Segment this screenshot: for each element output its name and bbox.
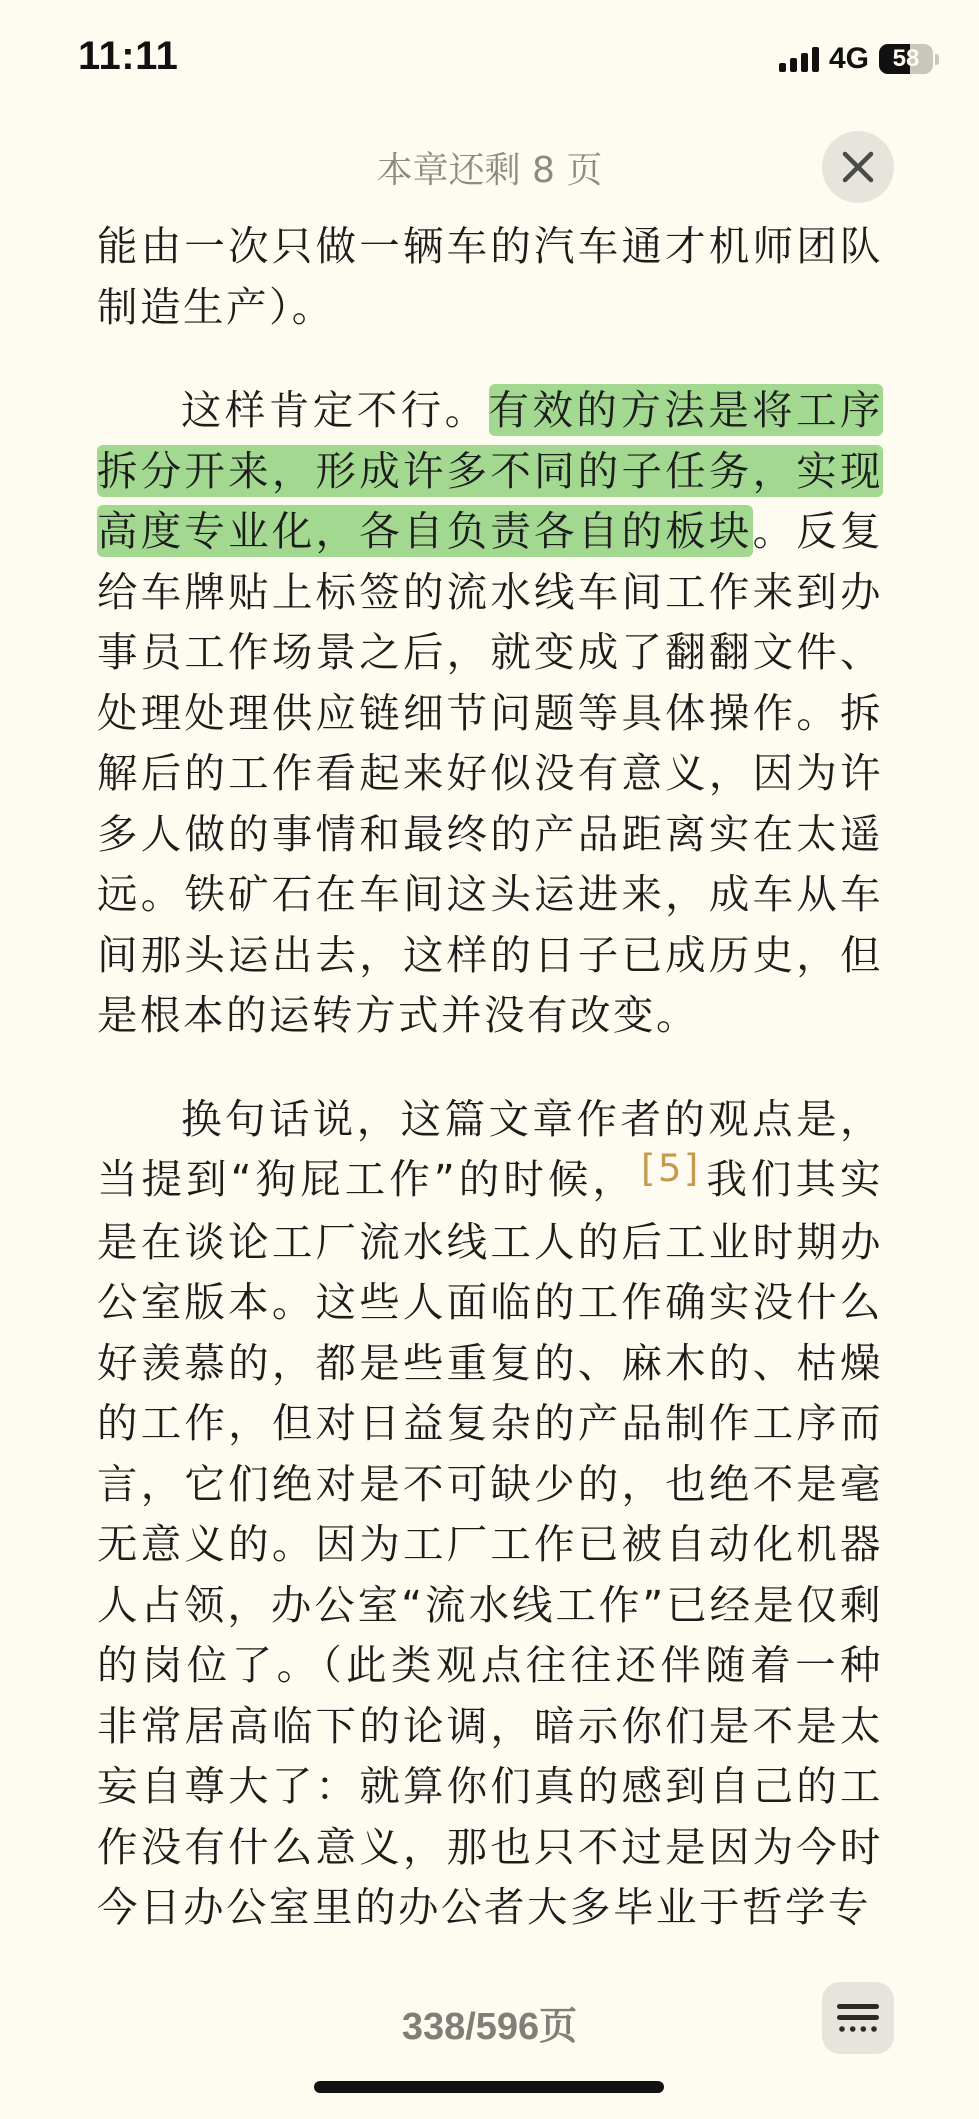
battery-icon [879, 44, 933, 74]
network-type: 4G [828, 42, 869, 75]
status-indicators [779, 42, 939, 76]
battery-level: 58 [892, 45, 920, 72]
cellular-signal-icon [779, 46, 819, 72]
highlighted-text[interactable]: 有效的方法是将工序拆分开来，形成许多不同的子任务，实现高度专业化，各自负责各自的板块 [97, 386, 884, 555]
home-indicator[interactable] [314, 2081, 664, 2093]
menu-icon [837, 2003, 879, 2033]
close-button[interactable] [822, 131, 894, 203]
paragraph-text: 我们其实是在谈论工厂流水线工人的后工业时期办公室版本。这些人面临的工作确实没什么好羡慕的，都是些重复的、麻木的、枯燥的工作，但对日益复杂的产品制作工序而言，它们绝对是不可缺少的，也绝不是毫无意义的。因为工厂工作已被自动化机器人占领，办公室“流水线工作”已经是仅剩的岗位了。（此类观点往往还伴随着一种非常居高临下的论调，暗示你们是不是太妄自尊大了：就算你们真的感到自己的工作没有什么意义，那也只不过是因为今时今日办公室里的办公者大多毕业于哲学专 [97, 1155, 884, 1931]
status-time: 11:11 [78, 34, 179, 78]
menu-button[interactable] [822, 1982, 894, 2054]
book-page-text[interactable] [97, 216, 883, 1938]
paragraph-text: 这样肯定不行。 [181, 386, 489, 434]
paragraph-text: 。反复给车牌贴上标签的流水线车间工作来到办事员工作场景之后，就变成了翻翻文件、处理处理供应链细节问题等具体操作。拆解后的工作看起来好似没有意义，因为许多人做的事情和最终的产品距离实在太遥远。铁矿石在车间这头运进来，成车从车间那头运出去，这样的日子已成历史，但是根本的运转方式并没有改变。 [97, 507, 884, 1039]
chapter-remaining-label: 本章还剩 8 页 [376, 150, 603, 191]
paragraph[interactable] [97, 1089, 883, 1938]
footnote-link[interactable]: [5] [640, 1147, 701, 1190]
paragraph[interactable] [97, 216, 883, 337]
paragraph-text: 能由一次只做一辆车的汽车通才机师团队制造生产）。 [97, 222, 883, 331]
paragraph-text: 换句话说，这篇文章作者的观点是，当提到“狗屁工作”的时候， [97, 1094, 883, 1203]
paragraph[interactable] [97, 380, 883, 1046]
close-icon [841, 150, 875, 184]
page-indicator: 338/596页 [401, 2006, 578, 2048]
